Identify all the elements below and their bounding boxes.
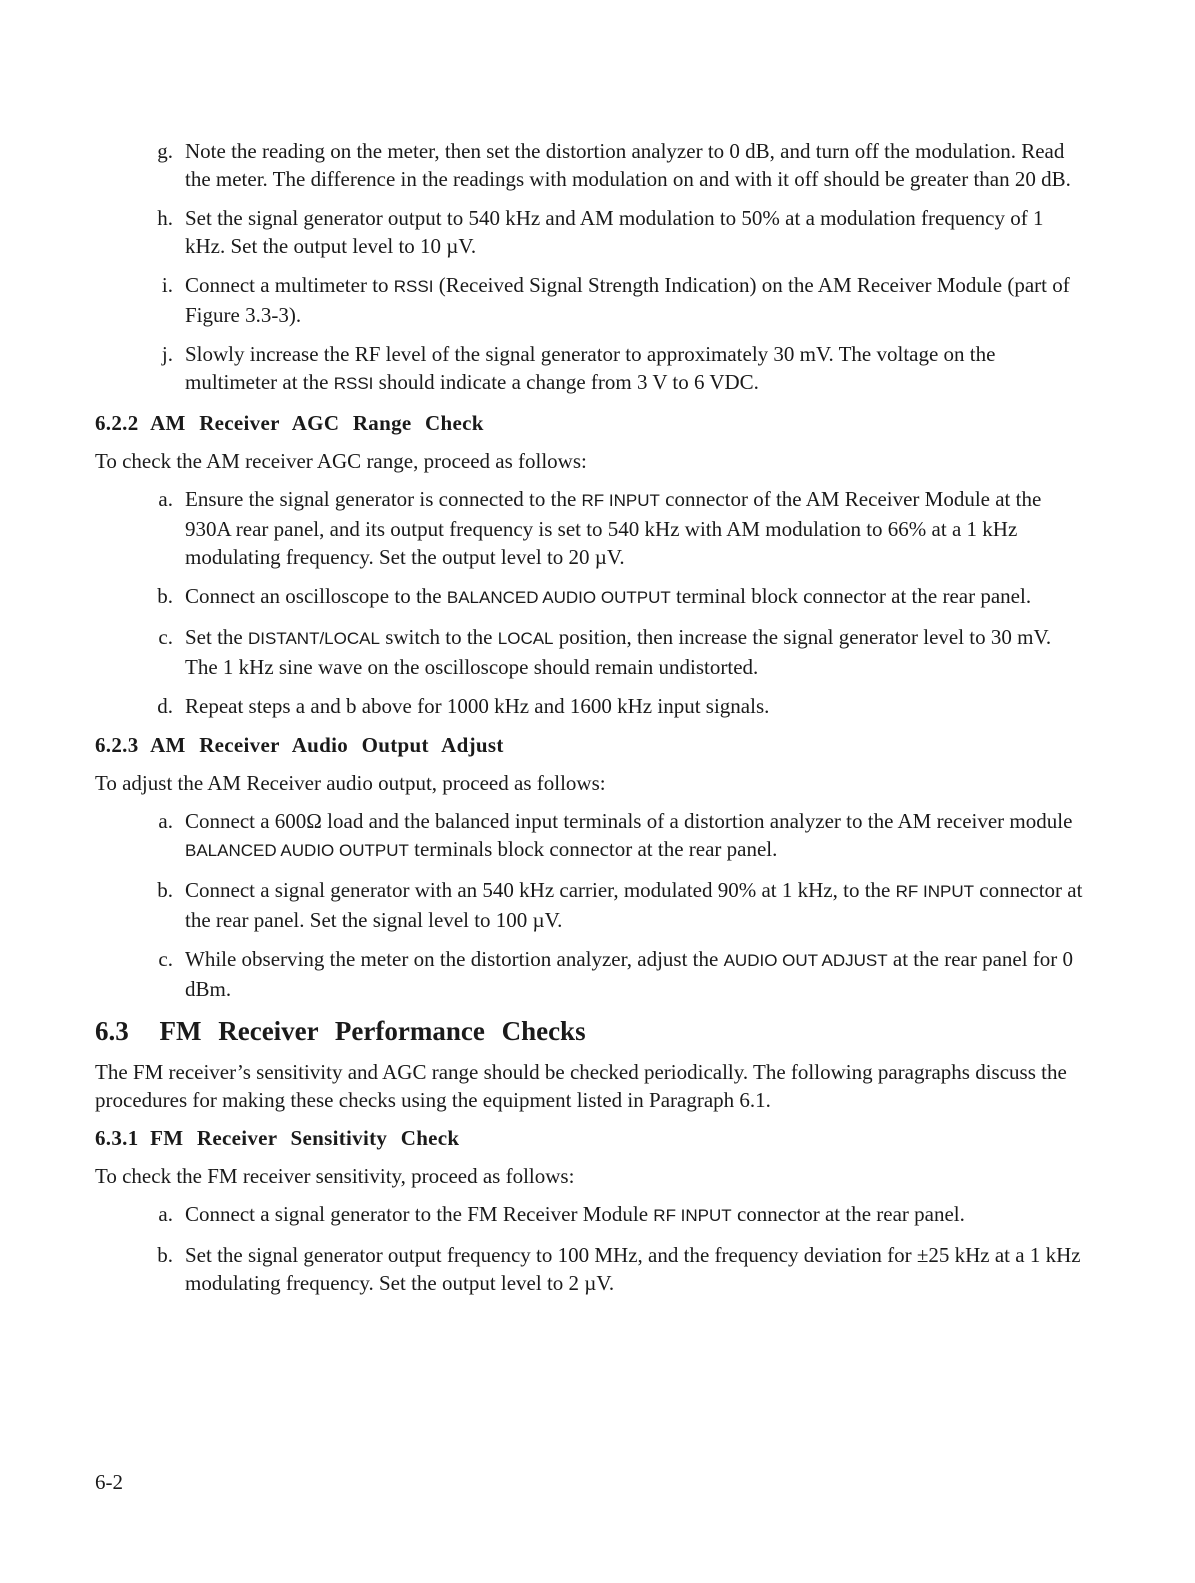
list-item — [95, 204, 1085, 260]
text-run: connector of the AM Receiver Module at the 930A rear panel, and its output frequency is set to 540 kHz with AM modulation to 66% at a 1 kHz modulating frequency. Set the output level to 20 µV. — [185, 487, 1042, 569]
section-title: AM Receiver Audio Output Adjust — [150, 733, 504, 757]
steps-list-6-2-3 — [95, 807, 1085, 1003]
item-marker: b. — [157, 878, 173, 902]
text-run: Set the — [185, 625, 248, 649]
text-run: Slowly increase the RF level of the signal generator to approximately 30 mV. The voltage on the multimeter at the — [185, 342, 996, 394]
item-text — [185, 1200, 1085, 1230]
section-heading-6-2-3 — [95, 731, 1085, 759]
steps-list-6-2-2 — [95, 485, 1085, 720]
item-marker: b. — [157, 1243, 173, 1267]
text-run: Connect a signal generator with an 540 kHz carrier, modulated 90% at 1 kHz, to the — [185, 878, 896, 902]
text-run: Connect a multimeter to — [185, 273, 394, 297]
text-run: terminal block connector at the rear panel. — [670, 584, 1032, 608]
text-run: position, then increase the signal generator level to 30 mV. The 1 kHz sine wave on the oscilloscope should remain undistorted. — [185, 625, 1052, 679]
item-text — [185, 271, 1085, 329]
rf-input-label: RF INPUT — [895, 882, 974, 901]
list-item — [95, 340, 1085, 398]
section-number: 6.2.3 — [95, 733, 139, 757]
list-item — [95, 623, 1085, 681]
text-run: Connect an oscilloscope to the — [185, 584, 447, 608]
section-heading-6-3-1 — [95, 1124, 1085, 1152]
item-marker: g. — [157, 139, 173, 163]
rf-input-label: RF INPUT — [581, 491, 660, 510]
text-run: at the rear panel for 0 dBm. — [185, 947, 1074, 1001]
item-marker: a. — [158, 487, 173, 511]
list-item — [95, 485, 1085, 571]
item-text: Note the reading on the meter, then set the distortion analyzer to 0 dB, and turn off the modulation. Read the meter. The difference in the readings with modulation on and with it off should be greater than 20 dB. — [185, 139, 1071, 191]
section-body: The FM receiver’s sensitivity and AGC range should be checked periodically. The following paragraphs discuss the procedures for making these checks using the equipment listed in Paragraph 6.1. — [95, 1060, 1067, 1112]
item-text — [185, 340, 1085, 398]
section-title: AM Receiver AGC Range Check — [150, 411, 484, 435]
section-intro: To check the FM receiver sensitivity, proceed as follows: — [95, 1164, 575, 1188]
list-item — [95, 137, 1085, 193]
text-run: While observing the meter on the distortion analyzer, adjust the — [185, 947, 724, 971]
item-text — [185, 807, 1085, 865]
item-marker: d. — [157, 694, 173, 718]
text-run: Connect a 600Ω load and the balanced input terminals of a distortion analyzer to the AM receiver module — [185, 809, 1073, 833]
item-text — [185, 623, 1085, 681]
item-marker: a. — [158, 1202, 173, 1226]
section-title: FM Receiver Performance Checks — [159, 1016, 586, 1046]
text-run: Connect a signal generator to the FM Receiver Module — [185, 1202, 654, 1226]
text-run: switch to the — [379, 625, 498, 649]
local-label: LOCAL — [497, 629, 554, 648]
audio-out-adjust-label: AUDIO OUT ADJUST — [723, 951, 888, 970]
section-number: 6.2.2 — [95, 411, 139, 435]
section-heading-6-3 — [95, 1014, 1085, 1048]
section-intro: To check the AM receiver AGC range, proceed as follows: — [95, 449, 587, 473]
steps-list-continued — [95, 137, 1085, 398]
text-run: terminals block connector at the rear panel. — [408, 837, 778, 861]
steps-list-6-3-1 — [95, 1200, 1085, 1297]
section-number: 6.3.1 — [95, 1126, 139, 1150]
item-text — [185, 485, 1085, 571]
balanced-audio-output-label: BALANCED AUDIO OUTPUT — [446, 588, 671, 607]
item-text — [185, 582, 1085, 612]
list-item — [95, 945, 1085, 1003]
item-marker: j. — [161, 342, 173, 366]
section-number: 6.3 — [95, 1016, 129, 1046]
page-number: 6-2 — [95, 1470, 123, 1494]
distant-local-label: DISTANT/LOCAL — [248, 629, 380, 648]
balanced-audio-output-label: BALANCED AUDIO OUTPUT — [185, 841, 409, 860]
section-heading-6-2-2 — [95, 409, 1085, 437]
list-item — [95, 582, 1085, 612]
rssi-label: RSSI — [333, 374, 374, 393]
item-text: Set the signal generator output frequency to 100 MHz, and the frequency deviation for ±25 kHz at a 1 kHz modulating frequency. Set the output level to 2 µV. — [185, 1243, 1081, 1295]
text-run: connector at the rear panel. — [731, 1202, 965, 1226]
list-item — [95, 1200, 1085, 1230]
text-run: should indicate a change from 3 V to 6 VDC. — [373, 370, 759, 394]
item-marker: c. — [158, 625, 173, 649]
text-run: connector at the rear panel. Set the signal level to 100 µV. — [185, 878, 1083, 932]
page-content — [95, 137, 1085, 1308]
rf-input-label: RF INPUT — [653, 1206, 732, 1225]
text-run: (Received Signal Strength Indication) on the AM Receiver Module (part of Figure 3.3-3). — [185, 273, 1070, 327]
rssi-label: RSSI — [393, 277, 434, 296]
list-item — [95, 876, 1085, 934]
item-text — [185, 876, 1085, 934]
list-item — [95, 1241, 1085, 1297]
text-run: Ensure the signal generator is connected to the — [185, 487, 582, 511]
item-marker: b. — [157, 584, 173, 608]
section-intro: To adjust the AM Receiver audio output, proceed as follows: — [95, 771, 606, 795]
item-marker: i. — [161, 273, 173, 297]
item-text — [185, 945, 1085, 1003]
section-title: FM Receiver Sensitivity Check — [150, 1126, 460, 1150]
item-marker: c. — [158, 947, 173, 971]
item-text: Set the signal generator output to 540 kHz and AM modulation to 50% at a modulation frequency of 1 kHz. Set the output level to 10 µV. — [185, 206, 1044, 258]
item-marker: a. — [158, 809, 173, 833]
list-item — [95, 271, 1085, 329]
list-item — [95, 692, 1085, 720]
item-marker: h. — [157, 206, 173, 230]
item-text: Repeat steps a and b above for 1000 kHz and 1600 kHz input signals. — [185, 694, 770, 718]
list-item — [95, 807, 1085, 865]
